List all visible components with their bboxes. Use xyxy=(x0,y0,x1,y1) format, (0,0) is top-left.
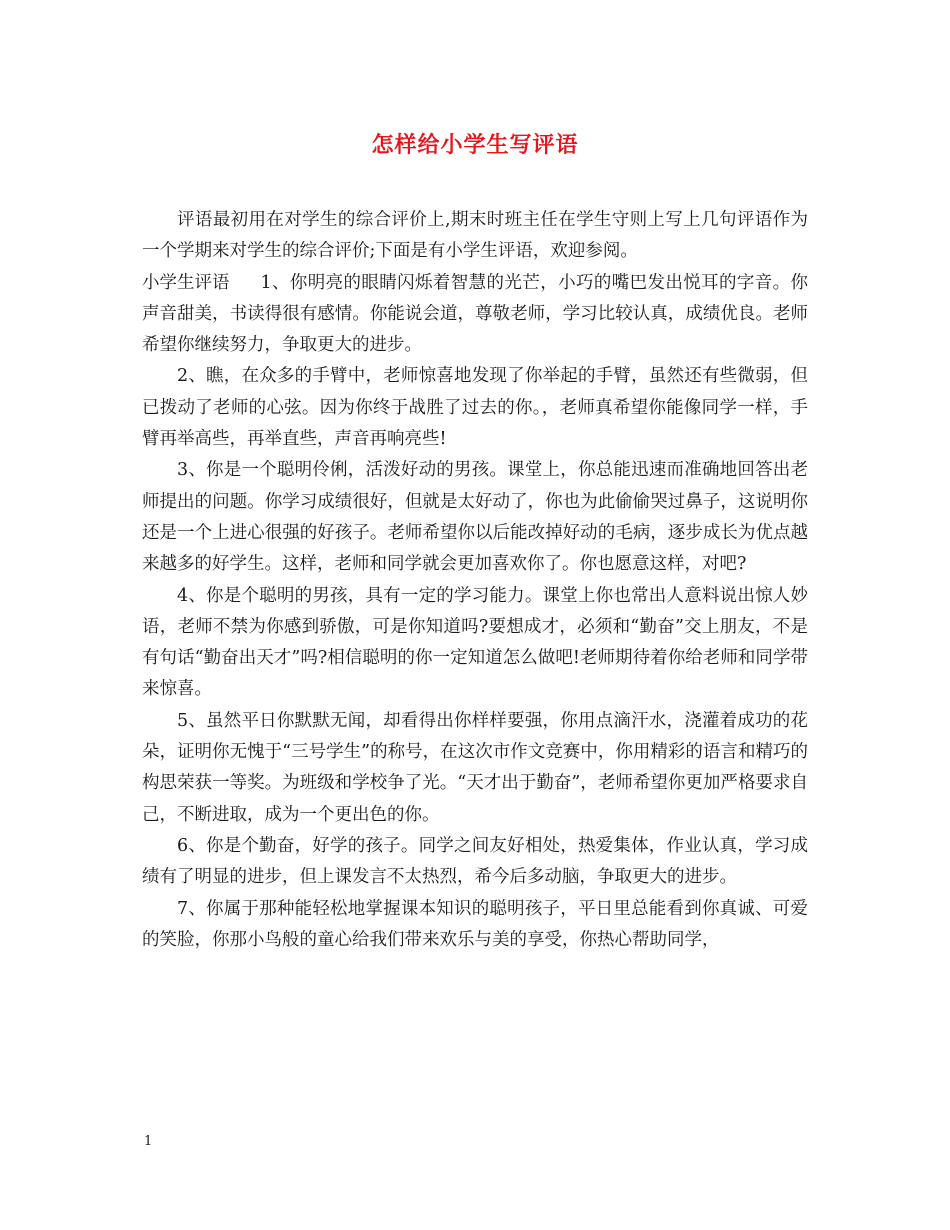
comment-paragraph-5: 5、虽然平日你默默无闻，却看得出你样样要强，你用点滴汗水，浇灌着成功的花朵，证明你无愧于“三号学生”的称号，在这次市作文竞赛中，你用精彩的语言和精巧的构思荣获一等奖。为班级和学校争了光。“天才出于勤奋”，老师希望你更加严格要求自己，不断进取，成为一个更出色的你。 xyxy=(142,710,808,825)
comment-paragraph-6: 6、你是个勤奋，好学的孩子。同学之间友好相处，热爱集体，作业认真，学习成绩有了明显的进步，但上课发言不太热烈，希今后多动脑，争取更大的进步。 xyxy=(142,835,808,888)
comment-paragraph-4: 4、你是个聪明的男孩，具有一定的学习能力。课堂上你也常出人意料说出惊人妙语，老师不禁为你感到骄傲，可是你知道吗?要想成才，必须和“勤奋”交上朋友，不是有句话“勤奋出天才”吗?相信聪明的你一定知道怎么做吧!老师期待着你给老师和同学带来惊喜。 xyxy=(142,585,808,700)
comment-paragraph-3: 3、你是一个聪明伶俐，活泼好动的男孩。课堂上，你总能迅速而准确地回答出老师提出的问题。你学习成绩很好，但就是太好动了，你也为此偷偷哭过鼻子，这说明你还是一个上进心很强的好孩子。老师希望你以后能改掉好动的毛病，逐步成长为优点越来越多的好学生。这样，老师和同学就会更加喜欢你了。你也愿意这样，对吧? xyxy=(142,460,808,575)
comment-text-1: 1、你明亮的眼睛闪烁着智慧的光芒，小巧的嘴巴发出悦耳的字音。你声音甜美，书读得很有感情。你能说会道，尊敬老师，学习比较认真，成绩优良。老师希望你继续努力，争取更大的进步。 xyxy=(142,272,808,356)
document-body xyxy=(142,205,808,956)
document-title: 怎样给小学生写评语 xyxy=(371,132,579,158)
page-number: 1 xyxy=(144,1134,153,1149)
section-label: 小学生评语 xyxy=(142,272,230,293)
comment-paragraph-2: 2、瞧，在众多的手臂中，老师惊喜地发现了你举起的手臂，虽然还有些微弱，但已拨动了老师的心弦。因为你终于战胜了过去的你。，老师真希望你能像同学一样，手臂再举高些，再举直些，声音再响亮些! xyxy=(142,366,808,450)
comment-paragraph-7: 7、你属于那种能轻松地掌握课本知识的聪明孩子，平日里总能看到你真诚、可爱的笑脸，你那小鸟般的童心给我们带来欢乐与美的享受，你热心帮助同学， xyxy=(142,898,808,950)
intro-paragraph: 评语最初用在对学生的综合评价上,期末时班主任在学生守则上写上几句评语作为一个学期来对学生的综合评价;下面是有小学生评语，欢迎参阅。 xyxy=(142,210,808,262)
comment-paragraph-1 xyxy=(142,268,808,362)
